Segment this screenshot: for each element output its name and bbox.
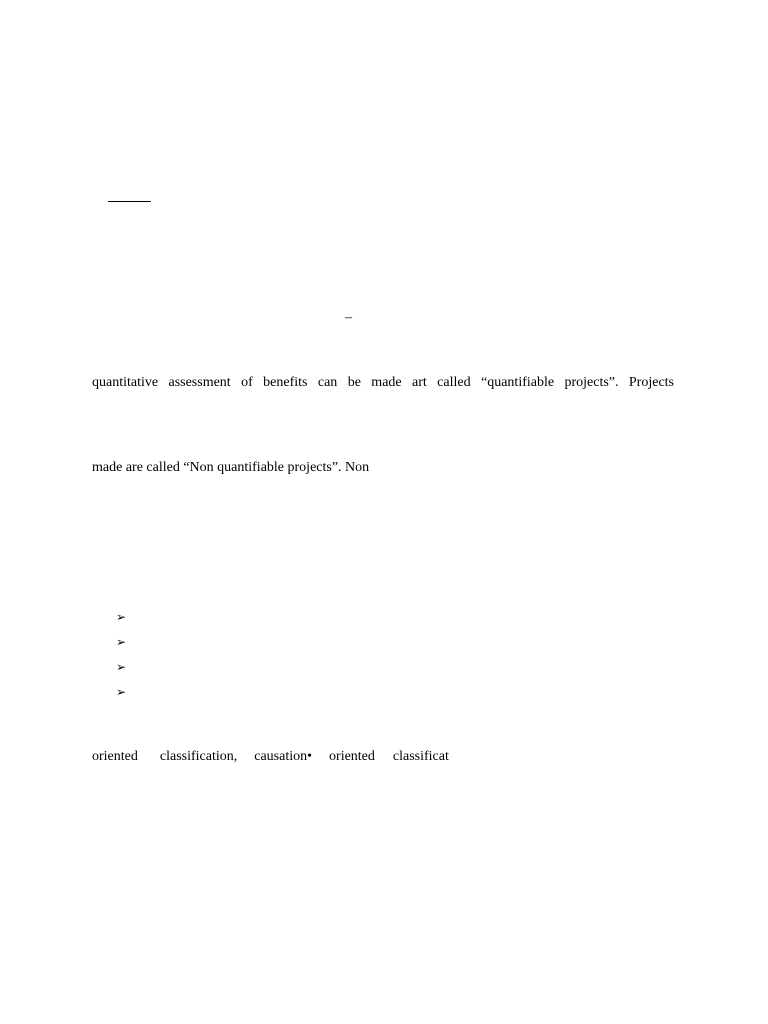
word: oriented [329,749,375,764]
word: causation• [254,749,313,764]
word: classification, [159,749,238,764]
paragraph-line-non-quantifiable: made are called “Non quantifiable projects”. Non [92,460,370,475]
bullet-arrow-icon: ➢ [116,685,127,699]
word: oriented [92,749,138,764]
paragraph-line-quantifiable: quantitative assessment of benefits can be made art called “quantifiable projects”. Projects [92,375,674,390]
bullet-arrow-icon: ➢ [116,660,127,674]
bullet-arrow-icon: ➢ [116,610,127,624]
bullet-arrow-icon: ➢ [116,635,127,649]
word: classificat [392,749,449,764]
dash-mark: – [345,310,352,325]
underline-rule [108,201,151,202]
bullet-list [116,607,126,707]
paragraph-line-classification [92,747,449,767]
